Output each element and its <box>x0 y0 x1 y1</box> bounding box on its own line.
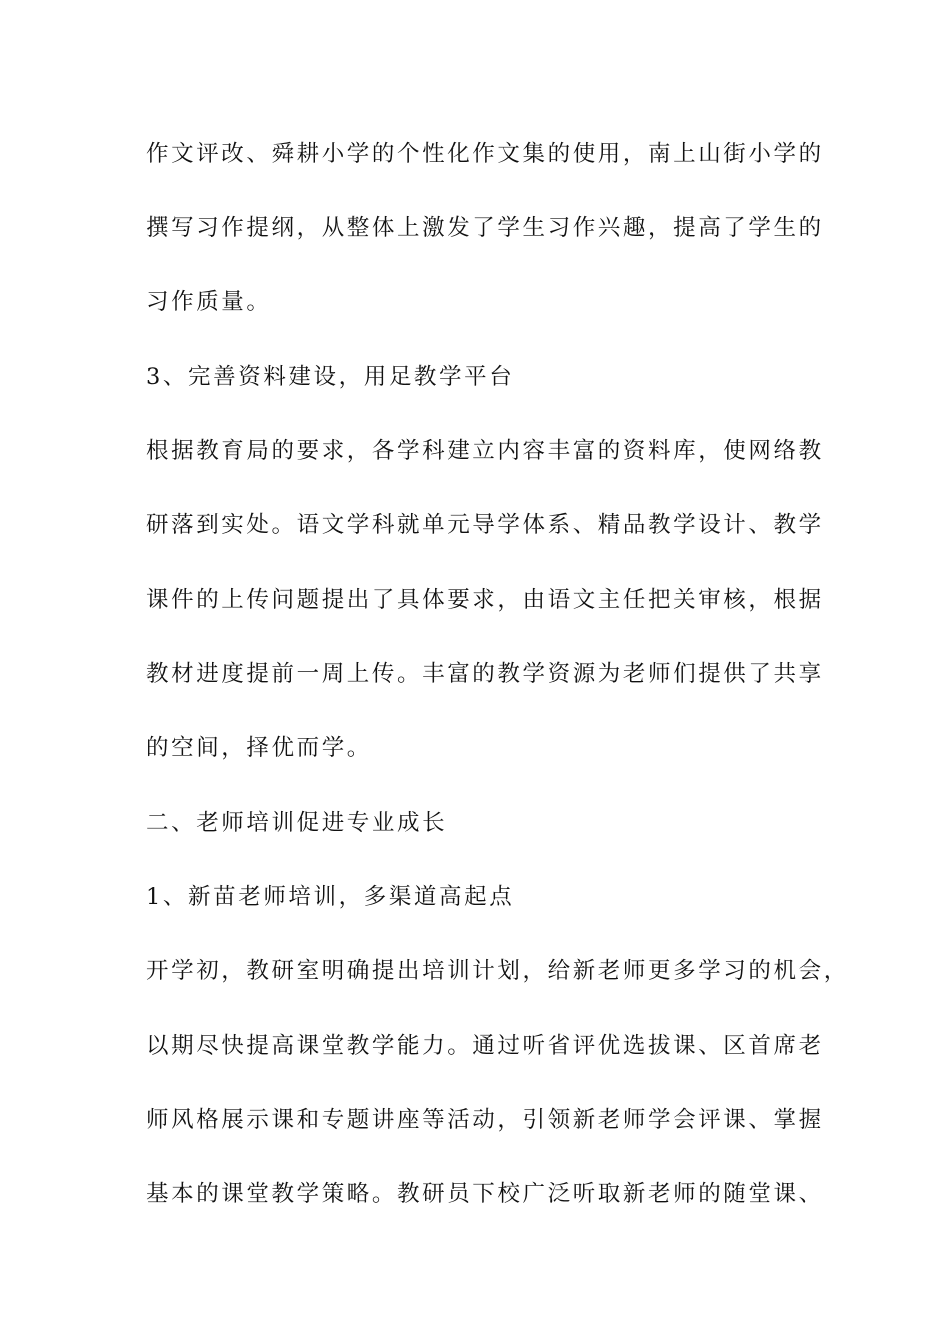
body-text-line: 作文评改、舜耕小学的个性化作文集的使用，南上山街小学的 <box>146 141 824 167</box>
body-text-line: 基本的课堂教学策略。教研员下校广泛听取新老师的随堂课、 <box>146 1181 824 1207</box>
body-text-line: 师风格展示课和专题讲座等活动，引领新老师学会评课、掌握 <box>146 1107 824 1133</box>
body-text-line: 根据教育局的要求，各学科建立内容丰富的资料库，使网络教 <box>146 438 824 464</box>
body-text-line: 研落到实处。语文学科就单元导学体系、精品教学设计、教学 <box>146 512 824 538</box>
body-text-line: 以期尽快提高课堂教学能力。通过听省评优选拔课、区首席老 <box>146 1033 824 1059</box>
body-text-line: 撰写习作提纲，从整体上激发了学生习作兴趣，提高了学生的 <box>146 215 824 241</box>
section-heading: 二、老师培训促进专业成长 <box>146 810 448 836</box>
body-text-line: 的空间，择优而学。 <box>146 735 372 761</box>
body-text-line: 教材进度提前一周上传。丰富的教学资源为老师们提供了共享 <box>146 661 824 687</box>
subsection-heading: 1、新苗老师培训，多渠道高起点 <box>146 884 515 910</box>
body-text-line: 课件的上传问题提出了具体要求，由语文主任把关审核，根据 <box>146 587 824 613</box>
section-heading: 3、完善资料建设，用足教学平台 <box>146 364 515 390</box>
body-text-line: 开学初，教研室明确提出培训计划，给新老师更多学习的机会， <box>146 958 849 984</box>
body-text-line: 习作质量。 <box>146 289 272 315</box>
